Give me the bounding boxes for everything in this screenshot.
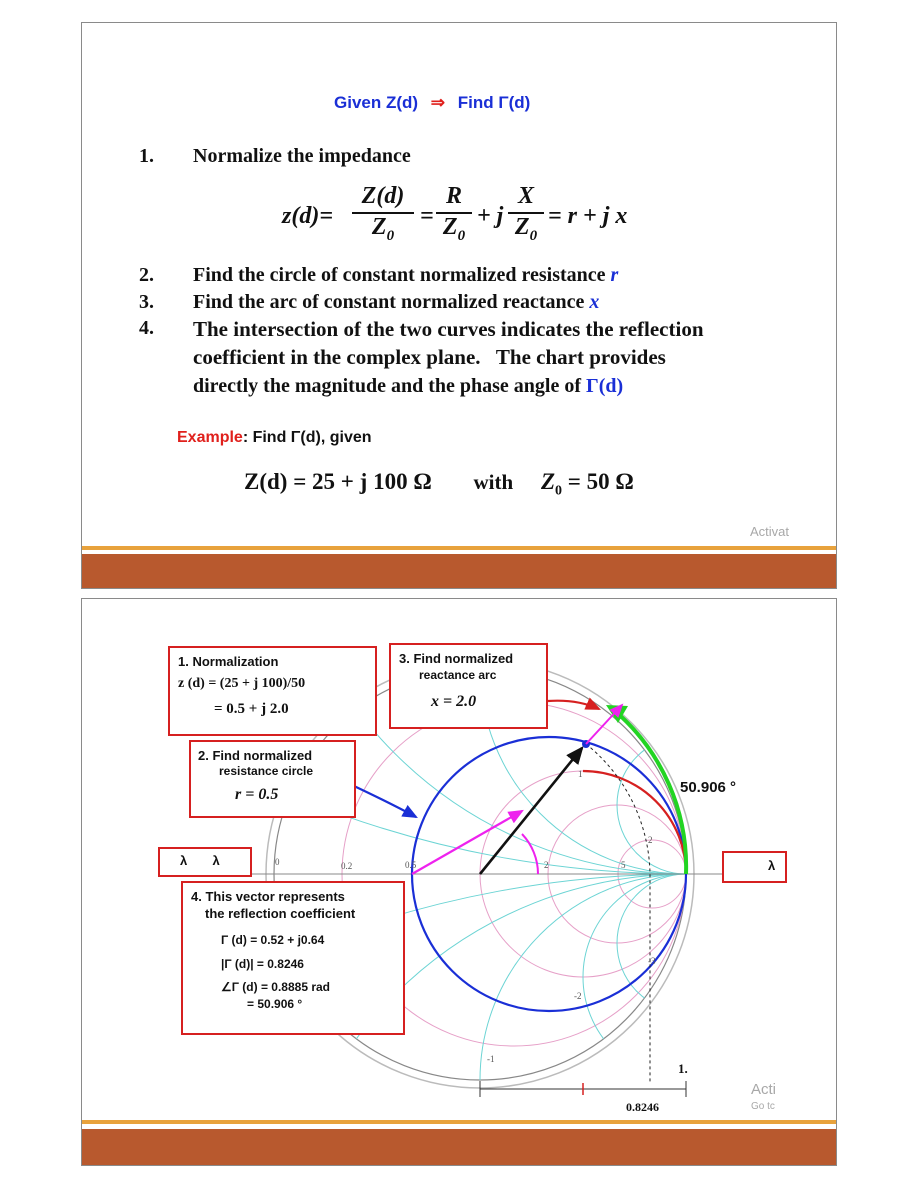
box1-line-1: z (d) = (25 + j 100)/50 <box>178 676 306 691</box>
tick-x1: 1 <box>578 769 583 779</box>
step-4-line-2: coefficient in the complex plane. The chart provides <box>193 345 666 369</box>
eq-frac-2-num: R <box>436 183 472 214</box>
box3-arrow <box>548 701 599 709</box>
x-arc-m3 <box>617 874 755 1012</box>
box4-line-5: = 50.906 ° <box>247 997 303 1011</box>
step-2-text: Find the circle of constant normalized resistance r <box>193 264 619 286</box>
step-2-number: 2. <box>139 264 154 286</box>
activate-watermark: Activat <box>750 524 790 539</box>
example-with: with <box>473 470 514 494</box>
tick-r05: 0.5 <box>405 860 417 870</box>
tick-r2: 2 <box>544 860 549 870</box>
eq-frac-1-num: Z(d) <box>352 183 414 214</box>
eq-frac-1-den: $Z_0$ <box>371 214 395 244</box>
footer-accent-line <box>82 1120 836 1124</box>
box2-arrow <box>354 786 416 817</box>
eq-frac-3-num: X <box>508 183 544 214</box>
box2-line-2: r = 0.5 <box>235 786 279 803</box>
title-find: Find Γ(d) <box>457 93 531 112</box>
x-arc-pointer <box>586 705 622 744</box>
box4-line-2: Γ (d) = 0.52 + j0.64 <box>221 933 325 947</box>
tick-r02: 0.2 <box>341 861 353 871</box>
box1-line-2: = 0.5 + j 2.0 <box>214 701 289 717</box>
box3-line-2: x = 2.0 <box>431 693 477 710</box>
eq-frac-3 <box>508 183 544 245</box>
step-4-var: Γ(d) <box>585 375 624 397</box>
example-label: Example <box>177 429 243 446</box>
box4-line-1: the reflection coefficient <box>205 906 356 921</box>
box4-line-3: |Γ (d)| = 0.8246 <box>221 957 304 971</box>
slide-1 <box>81 22 837 589</box>
activate-watermark-line-1: Acti <box>751 1081 777 1098</box>
tick-x2: 2 <box>648 835 653 845</box>
reflection-box <box>181 881 405 1035</box>
box4-line-4: ∠Γ (d) = 0.8885 rad <box>221 980 331 994</box>
step-3-var: x <box>589 291 600 313</box>
box4-title: 4. This vector represents <box>191 889 345 904</box>
tick-0: 0 <box>275 857 280 867</box>
box3-line-1: reactance arc <box>419 668 497 682</box>
eq-frac-3-den: $Z_0$ <box>514 214 538 244</box>
example-equation <box>244 469 634 500</box>
box3-title: 3. Find normalized <box>399 651 514 666</box>
step-1-text: Normalize the impedance <box>193 145 411 167</box>
footer-accent-line <box>82 546 836 550</box>
reflection-vector <box>480 748 582 874</box>
step-4-line-3: directly the magnitude and the phase angle of Γ(d) <box>193 375 624 397</box>
scale-value-label: 0.8246 <box>626 1100 659 1114</box>
footer-bar <box>82 1129 836 1165</box>
eq-lhs: z(d)= <box>282 203 333 229</box>
activate-watermark-line-2: Go tc <box>751 1101 775 1112</box>
slide-title <box>334 93 530 113</box>
slide-2 <box>81 598 837 1166</box>
angle-label: 50.906 ° <box>680 779 737 796</box>
tick-xm3: -3 <box>648 956 656 966</box>
eq-equals: = <box>420 203 434 229</box>
step-4-number: 4. <box>139 317 154 339</box>
step-1-number: 1. <box>139 145 154 167</box>
x-arc-1 <box>480 599 836 874</box>
scale-one-label: 1. <box>678 1061 688 1076</box>
x-arc-m2 <box>583 874 789 1080</box>
example-z0: $Z_0 = 50$ Ω <box>540 469 634 499</box>
lambda-box-left <box>158 847 252 877</box>
box1-title: 1. Normalization <box>178 654 279 669</box>
normalization-box <box>168 646 377 736</box>
step-2-var: r <box>610 264 619 286</box>
eq-frac-2-den: $Z_0$ <box>442 214 466 244</box>
step-3-number: 3. <box>139 291 154 313</box>
resistance-box <box>189 740 356 818</box>
phase-arc <box>522 834 538 874</box>
tick-xm2: -2 <box>574 991 582 1001</box>
example-z: Z(d) = 25 + j 100 Ω <box>244 469 432 494</box>
eq-frac-2 <box>436 183 472 245</box>
footer-bar <box>82 554 836 588</box>
box2-title: 2. Find normalized <box>198 748 313 763</box>
eq-plus-j: + j <box>477 203 504 229</box>
tick-xm1: -1 <box>487 1054 495 1064</box>
lambda-right-text: λ <box>768 858 776 873</box>
x-arc-0.2 <box>82 599 836 874</box>
example-text: : Find Γ(d), given <box>242 429 372 446</box>
x-arc-m1 <box>480 874 836 1119</box>
title-given: Given Z(d) <box>334 93 419 112</box>
title-arrow: ⇒ <box>430 93 446 112</box>
step-3-text: Find the arc of constant normalized reactance x <box>193 291 600 313</box>
eq-frac-1 <box>352 183 414 245</box>
reactance-box <box>389 643 548 729</box>
lambda-left-text: λ λ <box>180 853 220 868</box>
example-line <box>177 429 372 447</box>
lambda-box-right <box>722 851 787 883</box>
tick-r5: 5 <box>621 860 626 870</box>
box2-line-1: resistance circle <box>219 764 314 778</box>
eq-rhs: = r + j x <box>548 203 628 229</box>
step-4-line-1: The intersection of the two curves indicates the reflection <box>193 317 704 341</box>
